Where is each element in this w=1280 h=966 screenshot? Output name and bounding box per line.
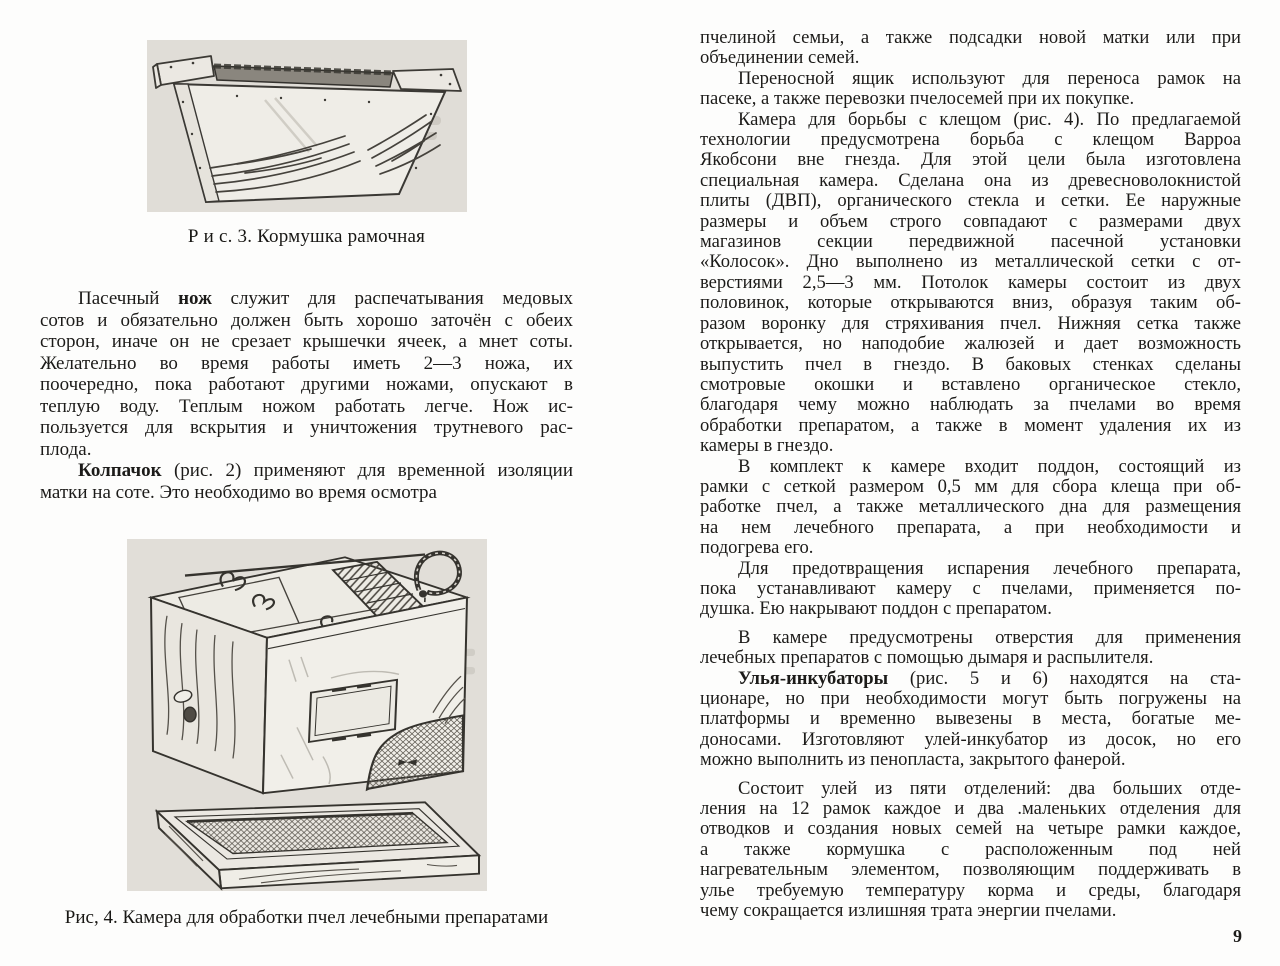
paragraph	[700, 457, 1241, 559]
text-line: пока устанавливают камеру с пчелами, применяется по-	[700, 577, 1241, 599]
text-line: пчелиной семьи, а также подсадки новой матки или при	[700, 27, 1241, 48]
text-line: размеры и объем строго совпадают с размерами двух	[700, 210, 1241, 232]
page-number: 9	[1233, 926, 1242, 946]
text-line: пасеке, а также перевозки пчелосемей при их покупке.	[700, 88, 1135, 110]
text-line: доносами. Изготовляют улей-инкубатор из досок, но его	[700, 728, 1241, 750]
text-line: В комплект к камере входит поддон, состоящий из	[738, 455, 1241, 477]
left-column	[40, 30, 573, 929]
text-line: работке пчел, а также металлического дна для размещения	[700, 496, 1241, 518]
text-line: нагревательным элементом, позволяющим поддерживать в	[700, 859, 1241, 881]
text-line: Камера для борьбы с клещом (рис. 4). По предлагаемой	[738, 108, 1241, 130]
paragraph	[40, 460, 573, 503]
text-line: подогрева его.	[700, 537, 814, 559]
text-line: выпустить пчел в гнездо. В баковых стенках сделаны	[700, 353, 1241, 375]
paragraph	[40, 288, 573, 460]
text-line: чему сокращается излишняя трата энергии пчелами.	[700, 900, 1117, 922]
text-line: верстиями 2,5—3 мм. Потолок камеры состоит из двух	[700, 271, 1241, 293]
right-column	[700, 28, 1241, 921]
text-line: поочередно, пока работают другими ножами, опускают в	[40, 374, 573, 395]
text-line: Улья-инкубаторы (рис. 5 и 6) находятся на ста-	[738, 667, 1241, 689]
text-line: В камере предусмотрены отверстия для применения	[738, 626, 1241, 648]
paragraph	[700, 559, 1241, 620]
text-line: душка. Ею накрывают поддон с препаратом.	[700, 598, 1052, 620]
text-line: специальная камера. Сделана она из древесноволокнистой	[700, 169, 1241, 191]
frame-feeder-illustration	[147, 40, 467, 212]
text-line: сторон, иначе он не срезает крышечки ячеек, а мнет соты.	[40, 331, 573, 352]
paragraph	[700, 779, 1241, 922]
text-line: Колпачок (рис. 2) применяют для временной изоляции	[78, 460, 573, 481]
text-line: Якобсони вне гнезда. Для этой цели была изготовлена	[700, 149, 1241, 171]
left-text-block	[40, 288, 573, 503]
text-line: лечебных препаратов с помощью дымаря и распылителя.	[700, 647, 1154, 669]
paragraph	[700, 669, 1241, 771]
text-line: ления на 12 рамок каждое и два .маленьких отделения для	[700, 798, 1241, 820]
paragraph	[700, 28, 1241, 69]
text-line: на нем лечебного препарата, а при необходимости и	[700, 516, 1241, 538]
figure-4	[40, 539, 573, 929]
text-line: сотов и обязательно должен быть хорошо заточён с обеих	[40, 309, 573, 331]
text-line: Переносной ящик используют для переноса рамок на	[738, 67, 1241, 89]
text-line: благодаря чему можно наблюдать за пчелами во время	[700, 394, 1241, 416]
text-line: рамки с сеткой размером 0,5 мм для сбора клеща при об-	[700, 475, 1241, 497]
text-line: пользуется для вскрытия и уничтожения трутневого рас-	[40, 417, 573, 438]
text-line: Состоит улей из пяти отделений: два больших отде-	[738, 777, 1241, 799]
text-line: Желательно во время работы иметь 2—3 ножа, их	[40, 352, 573, 374]
text-line: половинок, которые открываются вниз, образуя таким об-	[700, 292, 1241, 314]
paragraph	[700, 69, 1241, 110]
text-line: Пасечный нож служит для распечатывания медовых	[78, 288, 573, 309]
text-line: а также кормушка с расположенным под ней	[700, 838, 1241, 860]
text-line: матки на соте. Это необходимо во время осмотра	[40, 481, 437, 503]
text-line: Для предотвращения испарения лечебного препарата,	[738, 557, 1241, 579]
text-line: плиты (ДВП), органического стекла и сетки. Ее наружные	[700, 190, 1241, 212]
text-line: улье требуемую температуру корма и среды, благодаря	[700, 879, 1241, 901]
figure-3-caption: Р и с. 3. Кормушка рамочная	[187, 226, 426, 247]
text-line: объединении семей.	[700, 47, 860, 69]
text-line: теплую воду. Теплым ножом работать легче. Нож ис-	[40, 395, 573, 417]
figure-3	[40, 40, 573, 248]
paragraph	[700, 110, 1241, 457]
text-line: технологии предусмотрена борьба с клещом Варроа	[700, 129, 1241, 151]
text-line: отводков и создания новых семей на четыре рамки каждое,	[700, 818, 1241, 840]
text-line: платформы и временно вывезены в места, богатые ме-	[700, 708, 1241, 730]
text-line: «Колосок». Дно выполнено из металлической сетки с от-	[700, 251, 1241, 273]
text-line: разом воронку для стряхивания пчел. Нижняя сетка также	[700, 312, 1241, 334]
paragraph	[700, 628, 1241, 669]
text-line: смотровые окошки и вставлено органическое стекло,	[700, 373, 1241, 395]
text-line: ционаре, но при необходимости могут быть погружены на	[700, 688, 1241, 709]
text-line: обработки препаратом, а также в момент удаления их из	[700, 414, 1241, 436]
text-line: открывается, но наподобие жалюзей и дает возможность	[700, 333, 1241, 355]
text-line: можно выполнить из пенопласта, закрытого фанерой.	[700, 749, 1126, 771]
treatment-chamber-illustration	[127, 539, 487, 891]
figure-4-caption: Рис, 4. Камера для обработки пчел лечебными препаратами	[64, 907, 549, 928]
text-line: магазинов секции передвижной пасечной установки	[700, 231, 1241, 253]
text-line: плода.	[40, 438, 92, 460]
text-line: камеры в гнездо.	[700, 435, 834, 457]
